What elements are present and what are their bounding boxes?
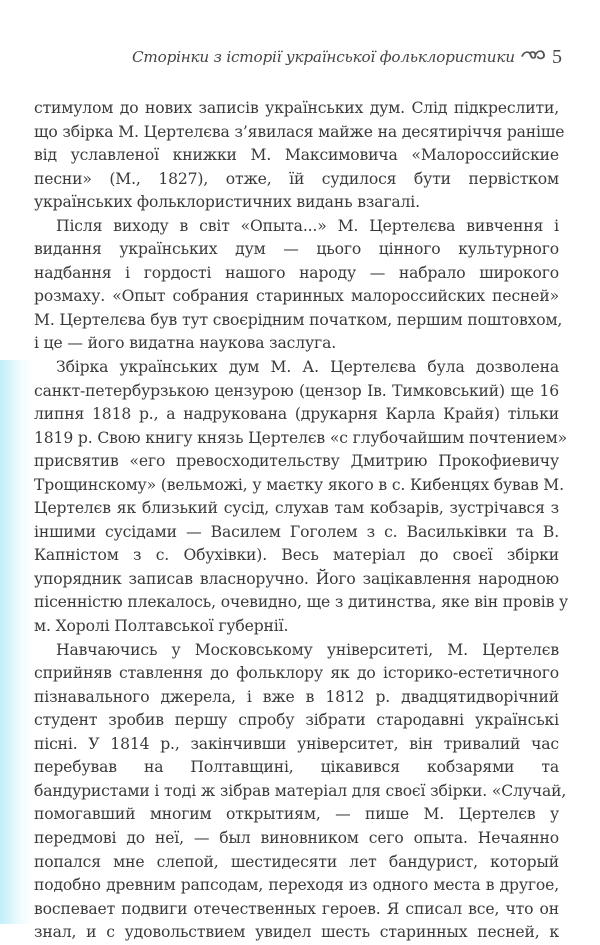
text-line: 1819 р. Свою книгу князь Цертелєв «с глубочайшим почтением» bbox=[34, 428, 567, 447]
text-line: студент зробив першу спробу зібрати стародавні українські bbox=[34, 711, 559, 730]
paragraph bbox=[34, 639, 567, 945]
text-line: попался мне слепой, шестидесяти лет бандурист, который bbox=[34, 852, 559, 871]
text-line: воспевает подвиги отечественных героев. Я списал все, что он bbox=[34, 899, 559, 918]
text-line: що збірка М. Цертелєва з’явилася майже на десятиріччя раніше bbox=[34, 122, 565, 141]
text-line: пізнавального джерела, і вже в 1812 р. двадцятидворічний bbox=[34, 687, 559, 706]
text-line: від уславленої книжки М. Максимовича «Малороссийские bbox=[34, 146, 559, 165]
text-line: іншими сусідами — Василем Гоголем з с. Васильківки та В. bbox=[34, 522, 559, 541]
text-line: надбання і гордості нашого народу — набрало широкого bbox=[34, 263, 559, 282]
text-line: М. Цертелєва був тут своєрідним початком, першим поштовхом, bbox=[34, 310, 563, 329]
page-edge-tint bbox=[0, 360, 34, 924]
text-line: м. Хоролі Полтавської губернії. bbox=[34, 617, 289, 636]
text-line: сприйняв ставлення до фольклору як до історико-естетичного bbox=[34, 664, 559, 683]
page-number: 5 bbox=[552, 45, 562, 68]
text-line: розмаху. «Опыт собрания старинных малороссийских песней» bbox=[34, 287, 559, 306]
text-line: присвятив «его превосходительству Дмитрию Прокофиевичу bbox=[34, 452, 559, 471]
text-line: передмові до неї, — был виновником сего опыта. Нечаянно bbox=[34, 828, 559, 847]
text-line: липня 1818 р., а надрукована (друкарня Карла Крайя) тільки bbox=[34, 405, 559, 424]
text-line: Збірка українських дум М. А. Цертелєва була дозволена bbox=[56, 358, 559, 377]
body-text bbox=[34, 97, 569, 945]
text-line: українських фольклористичних видань взагалі. bbox=[34, 193, 420, 212]
ornament-flourish-icon bbox=[520, 48, 546, 62]
text-line: санкт-петербурзькою цензурою (цензор Ів. Тимковський) ще 16 bbox=[34, 381, 559, 400]
text-line: і це — його видатна наукова заслуга. bbox=[34, 334, 337, 353]
ornament-icon bbox=[520, 48, 546, 66]
paragraph bbox=[34, 356, 569, 639]
text-line: видання українських дум — цього цінного культурного bbox=[34, 240, 559, 259]
paragraph bbox=[34, 97, 565, 215]
text-line: помогавший многим открытиям, — пише М. Цертелєв у bbox=[34, 805, 559, 824]
text-line: стимулом до нових записів українських дум. Слід підкреслити, bbox=[34, 99, 559, 117]
text-line: упорядник записав власноручно. Його зацікавлення народною bbox=[34, 569, 559, 588]
text-line: Після виходу в світ «Опыта...» М. Цертелєва вивчення і bbox=[56, 216, 559, 235]
text-line: бандуристами і тоді ж зібрав матеріал для своєї збірки. «Случай, bbox=[34, 781, 567, 800]
text-line: подобно древним рапсодам, переходя из одного места в другое, bbox=[34, 876, 559, 895]
header-right bbox=[522, 46, 562, 69]
running-header bbox=[132, 44, 562, 70]
text-line: перебував на Полтавщині, цікавився кобзарями та bbox=[34, 758, 559, 777]
text-line: пісенністю плекалось, очевидно, ще з дитинства, яке він провів у bbox=[34, 593, 569, 612]
text-line: Трощинскому» (вельможі, у маєтку якого в с. Кибенцях бував М. bbox=[34, 475, 564, 494]
paragraph bbox=[34, 215, 563, 356]
text-line: Навчаючись у Московському університеті, М. Цертелєв bbox=[56, 640, 559, 659]
text-line: Капністом з с. Обухівки). Весь матеріал до своєї збірки bbox=[34, 546, 559, 565]
text-line: пісні. У 1814 р., закінчивши університет, він тривалий час bbox=[34, 734, 559, 753]
text-line: Цертелєв як близький сусід, слухав там кобзарів, зустрічався з bbox=[34, 499, 559, 518]
running-title: Сторінки з історії української фольклористики bbox=[132, 48, 515, 66]
text-line: песни» (М., 1827), отже, їй судилося бути первістком bbox=[34, 169, 559, 188]
text-line: знал, и с удовольствием увидел шесть старинных песней, к bbox=[34, 923, 559, 942]
